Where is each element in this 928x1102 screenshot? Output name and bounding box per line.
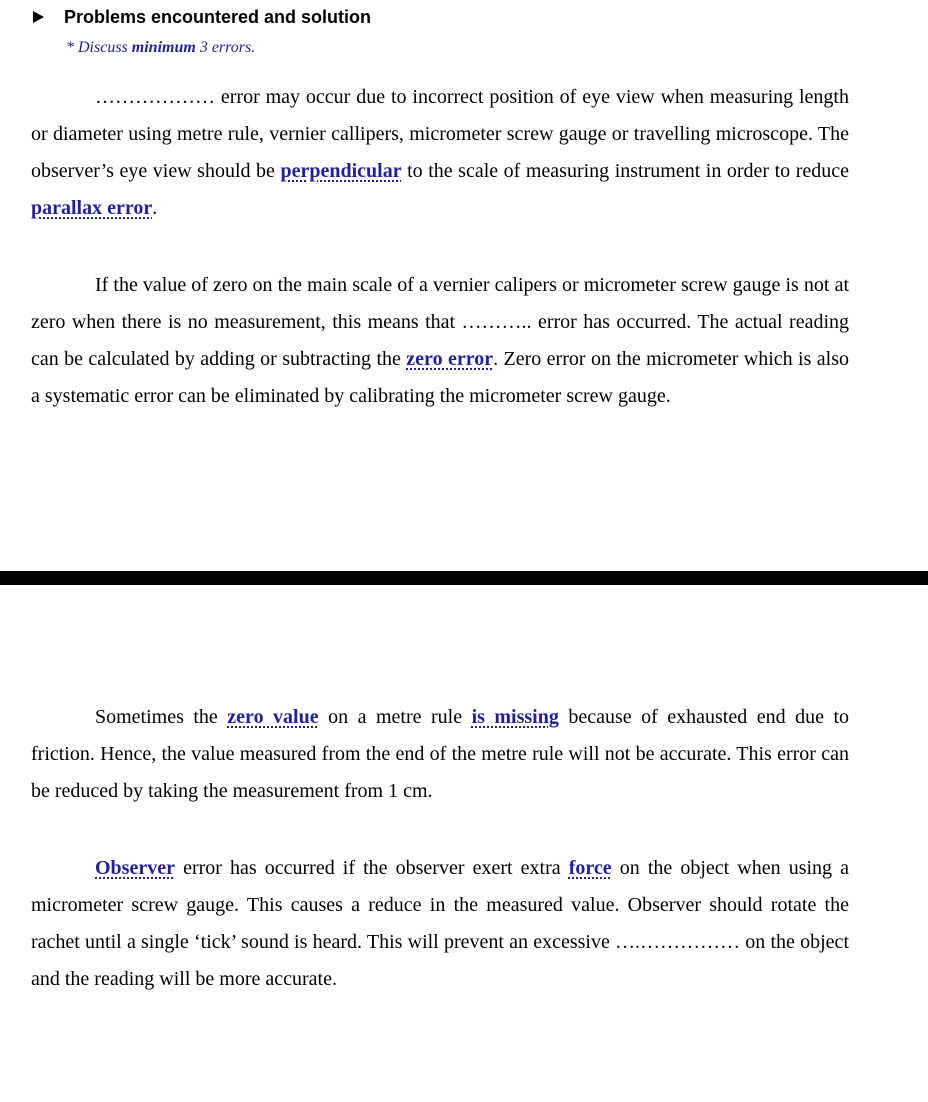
paragraph-zero-error — [31, 267, 849, 415]
note-prefix: * Discuss — [66, 39, 132, 56]
page-break-divider — [0, 571, 928, 585]
term-zero-value: zero value — [227, 706, 319, 728]
instruction-note — [66, 37, 849, 59]
term-force: force — [568, 857, 612, 879]
paragraph-text: . — [152, 197, 158, 219]
paragraph-text: . Zero error on the micrometer which is also a systematic error can be eliminated by calibrating the micrometer screw gauge. — [31, 348, 849, 407]
term-perpendicular: perpendicular — [280, 160, 402, 182]
term-zero-error: zero error — [406, 348, 494, 370]
paragraph-parallax-error — [31, 79, 849, 227]
paragraph-text: If the value of zero on the main scale of a vernier calipers or micrometer screw gauge is not at zero when there is no measurement, this means that ……….. error has occurred. The actual reading can be calculated by adding or subtracting the — [31, 274, 849, 370]
arrow-bullet-icon — [33, 11, 44, 23]
note-suffix: 3 errors. — [195, 39, 256, 56]
note-bold-word: minimum — [131, 39, 196, 56]
section-heading — [31, 5, 849, 29]
paragraph-text: because of exhausted end due to friction. Hence, the value measured from the end of the metre rule will not be accurate. This error can be reduced by taking the measurement from 1 cm. — [31, 706, 850, 802]
term-observer: Observer — [95, 857, 175, 879]
paragraph-text: on the object when using a micrometer screw gauge. This causes a reduce in the measured value. Observer should rotate the rachet until a single ‘tick’ sound is heard. This will prevent an excessive ….…………… on the object and the reading will be more accurate. — [31, 857, 850, 990]
term-parallax-error: parallax error — [31, 197, 153, 219]
paragraph-zero-value-missing — [31, 699, 849, 810]
section-heading-text: Problems encountered and solution — [64, 7, 372, 27]
paragraph-text: ……………… error may occur due to incorrect position of eye view when measuring length or diameter using metre rule, vernier callipers, micrometer screw gauge or travelling microscope. The observer’s eye view should be — [31, 86, 849, 182]
paragraph-text: error has occurred if the observer exert extra — [174, 857, 569, 879]
term-is-missing: is missing — [471, 706, 559, 728]
paragraph-text: on a metre rule — [318, 706, 472, 728]
paragraph-text: Sometimes the — [95, 706, 228, 728]
paragraph-text: to the scale of measuring instrument in order to reduce — [401, 160, 849, 182]
paragraph-observer-error — [31, 850, 849, 998]
